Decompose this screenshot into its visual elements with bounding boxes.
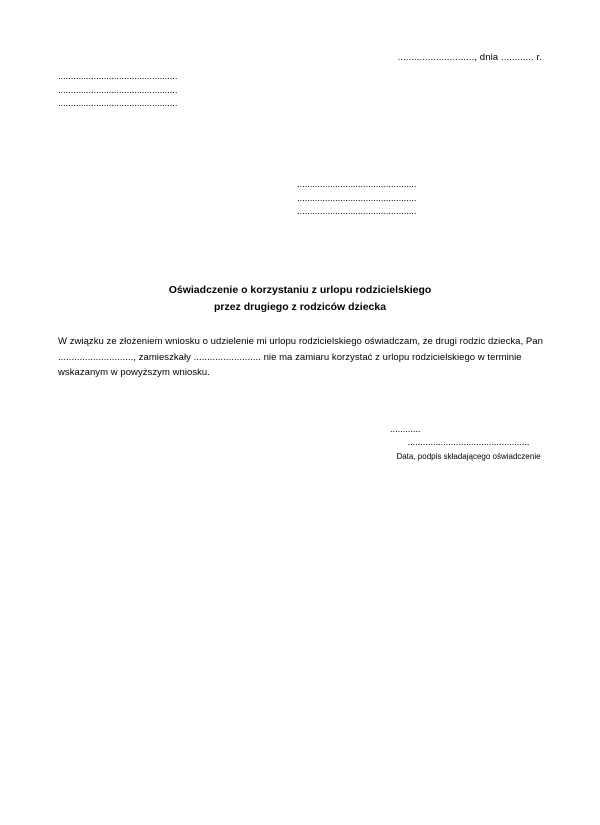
employer-line-2: ............................................... <box>297 192 417 204</box>
signature-caption: Data, podpis składającego oświadczenie <box>396 452 541 461</box>
applicant-line-1: ............................................... <box>58 71 178 82</box>
declaration-body-text: W związku ze złożeniem wniosku o udzielenie mi urlopu rodzicielskiego oświadczam, że drugi rodzic dziecka, Pan ............................, zamieszkały ......................... nie ma zamiaru korzystać z urlopu rodzicielskiego w terminie wskazanym w powyższym wniosku. <box>58 336 543 378</box>
employer-details-block <box>297 178 457 219</box>
document-title <box>0 282 600 316</box>
document-title-line-1: Oświadczenie o korzystaniu z urlopu rodzicielskiego <box>168 284 432 296</box>
date-field-line: ............................, dnia ............ r. <box>397 52 542 63</box>
employer-line-3: ............................................... <box>297 206 417 217</box>
signature-line-dots: ................................................ <box>407 437 530 448</box>
employer-line-1: ............................................... <box>297 179 417 190</box>
applicant-details-block <box>58 70 218 111</box>
applicant-line-2: ............................................... <box>58 84 178 96</box>
applicant-line-3: ............................................... <box>58 98 178 109</box>
signature-date-dots: ............ <box>390 424 421 435</box>
signature-block <box>386 423 551 463</box>
document-title-line-2: przez drugiego z rodziców dziecka <box>213 301 387 313</box>
